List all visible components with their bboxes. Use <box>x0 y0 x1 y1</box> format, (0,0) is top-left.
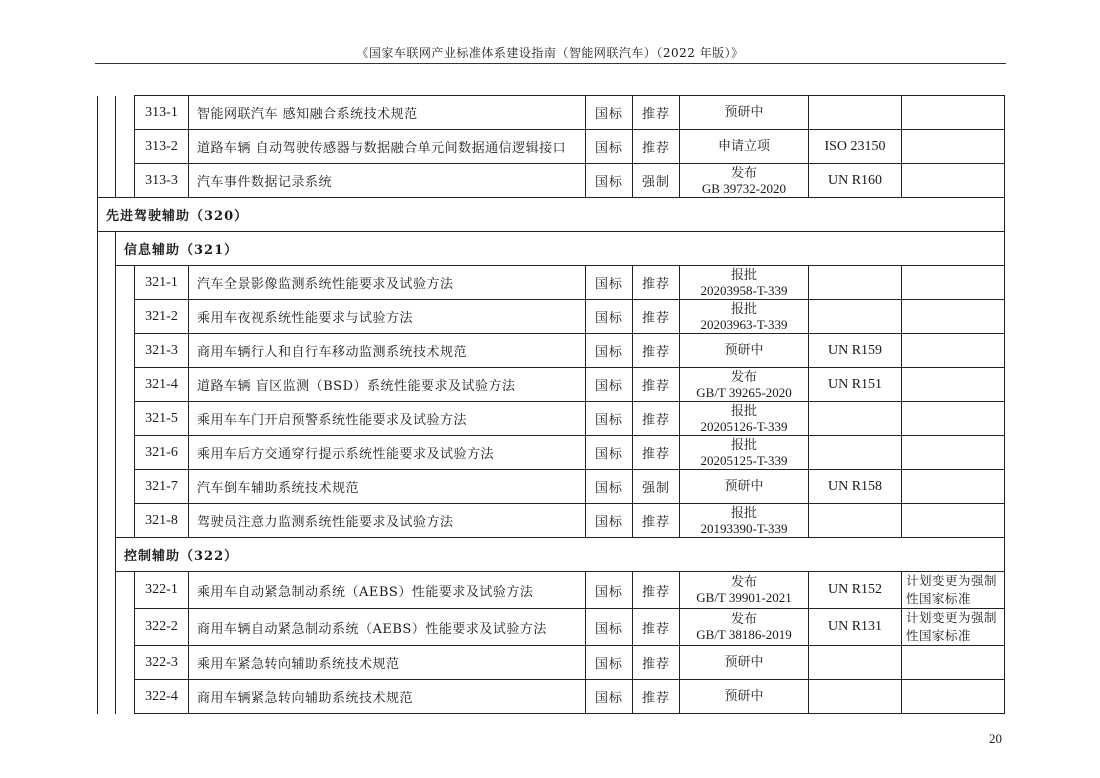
international-reference: UN R131 <box>809 609 902 646</box>
status-text: 预研中 <box>724 479 764 494</box>
international-reference <box>809 436 902 470</box>
international-reference: UN R160 <box>809 164 902 198</box>
table-row <box>98 609 1005 646</box>
standard-status <box>680 470 809 504</box>
indent-gutter <box>116 572 135 609</box>
remark: 计划变更为强制性国家标准 <box>902 572 1005 609</box>
status-text: 发布 <box>730 612 757 627</box>
status-text: 报批 <box>730 437 757 453</box>
table-row <box>98 368 1005 402</box>
indent-gutter <box>98 470 116 504</box>
indent-gutter <box>116 680 135 714</box>
standard-status <box>680 680 809 714</box>
standard-type: 推荐 <box>633 402 680 436</box>
standard-status <box>680 266 809 300</box>
standard-name: 乘用车夜视系统性能要求与试验方法 <box>189 300 586 334</box>
standard-category: 国标 <box>586 402 633 436</box>
remark <box>902 164 1005 198</box>
international-reference <box>809 646 902 680</box>
standard-number: 20205125-T-339 <box>700 452 788 468</box>
indent-gutter <box>98 504 116 538</box>
standard-category: 国标 <box>586 470 633 504</box>
standard-category: 国标 <box>586 164 633 198</box>
status-text: 预研中 <box>724 655 764 670</box>
standard-status <box>680 609 809 646</box>
indent-gutter <box>116 334 135 368</box>
table-row <box>98 334 1005 368</box>
remark <box>902 266 1005 300</box>
status-text: 发布 <box>730 575 757 590</box>
remark <box>902 96 1005 130</box>
table-row <box>98 96 1005 130</box>
standard-code: 313-3 <box>135 164 189 198</box>
subsection-heading: 信息辅助（321） <box>116 232 1005 266</box>
international-reference: UN R158 <box>809 470 902 504</box>
standard-category: 国标 <box>586 300 633 334</box>
standard-code: 322-4 <box>135 680 189 714</box>
indent-gutter <box>98 266 116 300</box>
standard-type: 推荐 <box>633 334 680 368</box>
standard-number: 20205126-T-339 <box>700 418 788 434</box>
indent-gutter <box>98 646 116 680</box>
table-row <box>98 504 1005 538</box>
indent-gutter <box>98 538 116 572</box>
standard-code: 321-3 <box>135 334 189 368</box>
indent-gutter <box>98 300 116 334</box>
indent-gutter <box>116 646 135 680</box>
indent-gutter <box>116 504 135 538</box>
standard-number: GB 39732-2020 <box>701 180 787 196</box>
standard-code: 321-1 <box>135 266 189 300</box>
subsection-row <box>98 538 1005 572</box>
indent-gutter <box>98 130 116 164</box>
standard-type: 推荐 <box>633 436 680 470</box>
table-row <box>98 402 1005 436</box>
table-row <box>98 164 1005 198</box>
status-text: 发布 <box>730 165 757 181</box>
standard-status <box>680 646 809 680</box>
standard-name: 汽车全景影像监测系统性能要求及试验方法 <box>189 266 586 300</box>
standard-status <box>680 436 809 470</box>
standard-name: 商用车辆行人和自行车移动监测系统技术规范 <box>189 334 586 368</box>
status-text: 预研中 <box>724 105 764 120</box>
status-text: 申请立项 <box>717 139 770 154</box>
standard-code: 321-4 <box>135 368 189 402</box>
standard-name: 汽车倒车辅助系统技术规范 <box>189 470 586 504</box>
indent-gutter <box>116 470 135 504</box>
standard-name: 汽车事件数据记录系统 <box>189 164 586 198</box>
standard-category: 国标 <box>586 130 633 164</box>
status-text: 报批 <box>730 301 757 317</box>
section-heading: 先进驾驶辅助（320） <box>98 198 1005 232</box>
status-text: 报批 <box>730 403 757 419</box>
indent-gutter <box>98 164 116 198</box>
table-row <box>98 680 1005 714</box>
remark <box>902 470 1005 504</box>
standard-status <box>680 96 809 130</box>
status-text: 发布 <box>730 369 757 385</box>
standard-code: 321-8 <box>135 504 189 538</box>
standard-number: GB/T 39265-2020 <box>696 384 792 400</box>
standard-status <box>680 402 809 436</box>
standard-type: 推荐 <box>633 266 680 300</box>
standards-table <box>97 95 1005 714</box>
indent-gutter <box>116 402 135 436</box>
standard-type: 强制 <box>633 164 680 198</box>
indent-gutter <box>98 232 116 266</box>
standard-category: 国标 <box>586 334 633 368</box>
standard-type: 推荐 <box>633 96 680 130</box>
standard-name: 道路车辆 自动驾驶传感器与数据融合单元间数据通信逻辑接口 <box>189 130 586 164</box>
indent-gutter <box>116 300 135 334</box>
standard-number: 20193390-T-339 <box>700 520 788 536</box>
standard-type: 推荐 <box>633 609 680 646</box>
remark <box>902 504 1005 538</box>
indent-gutter <box>98 402 116 436</box>
standard-status <box>680 368 809 402</box>
table-row <box>98 470 1005 504</box>
standard-name: 驾驶员注意力监测系统性能要求及试验方法 <box>189 504 586 538</box>
international-reference: UN R152 <box>809 572 902 609</box>
remark <box>902 680 1005 714</box>
standard-type: 推荐 <box>633 572 680 609</box>
standard-code: 321-6 <box>135 436 189 470</box>
header-divider <box>95 63 1006 64</box>
standard-number: 20203963-T-339 <box>700 316 788 332</box>
indent-gutter <box>98 96 116 130</box>
standard-category: 国标 <box>586 368 633 402</box>
remark <box>902 130 1005 164</box>
page-header: 《国家车联网产业标准体系建设指南（智能网联汽车）（2022 年版）》 <box>356 46 744 60</box>
indent-gutter <box>98 680 116 714</box>
remark <box>902 300 1005 334</box>
standard-name: 道路车辆 盲区监测（BSD）系统性能要求及试验方法 <box>189 368 586 402</box>
standard-name: 商用车辆自动紧急制动系统（AEBS）性能要求及试验方法 <box>189 609 586 646</box>
standard-status <box>680 334 809 368</box>
international-reference <box>809 402 902 436</box>
subsection-heading: 控制辅助（322） <box>116 538 1005 572</box>
standard-name: 乘用车紧急转向辅助系统技术规范 <box>189 646 586 680</box>
standard-name: 乘用车车门开启预警系统性能要求及试验方法 <box>189 402 586 436</box>
table-row <box>98 266 1005 300</box>
remark <box>902 334 1005 368</box>
international-reference <box>809 300 902 334</box>
standard-code: 322-3 <box>135 646 189 680</box>
subsection-row <box>98 232 1005 266</box>
international-reference: ISO 23150 <box>809 130 902 164</box>
standard-number: 20203958-T-339 <box>700 282 788 298</box>
remark <box>902 436 1005 470</box>
remark <box>902 368 1005 402</box>
standard-type: 推荐 <box>633 300 680 334</box>
standard-name: 乘用车后方交通穿行提示系统性能要求及试验方法 <box>189 436 586 470</box>
standard-code: 313-2 <box>135 130 189 164</box>
international-reference <box>809 96 902 130</box>
remark <box>902 646 1005 680</box>
remark <box>902 402 1005 436</box>
table-row <box>98 300 1005 334</box>
indent-gutter <box>116 266 135 300</box>
standard-name: 商用车辆紧急转向辅助系统技术规范 <box>189 680 586 714</box>
indent-gutter <box>98 572 116 609</box>
standard-category: 国标 <box>586 609 633 646</box>
standard-status <box>680 572 809 609</box>
page-number: 20 <box>989 731 1002 746</box>
standard-code: 321-7 <box>135 470 189 504</box>
standard-code: 313-1 <box>135 96 189 130</box>
standard-status <box>680 130 809 164</box>
status-text: 报批 <box>730 505 757 521</box>
standard-category: 国标 <box>586 572 633 609</box>
standard-status <box>680 164 809 198</box>
indent-gutter <box>116 368 135 402</box>
status-text: 报批 <box>730 267 757 283</box>
standard-type: 强制 <box>633 470 680 504</box>
standard-type: 推荐 <box>633 130 680 164</box>
indent-gutter <box>98 609 116 646</box>
status-text: 预研中 <box>724 689 764 704</box>
indent-gutter <box>98 368 116 402</box>
standard-status <box>680 300 809 334</box>
standard-number: GB/T 39901-2021 <box>696 590 792 605</box>
standard-code: 321-2 <box>135 300 189 334</box>
international-reference: UN R159 <box>809 334 902 368</box>
standard-name: 智能网联汽车 感知融合系统技术规范 <box>189 96 586 130</box>
remark: 计划变更为强制性国家标准 <box>902 609 1005 646</box>
international-reference <box>809 504 902 538</box>
standard-type: 推荐 <box>633 368 680 402</box>
indent-gutter <box>98 436 116 470</box>
standard-code: 321-5 <box>135 402 189 436</box>
standard-category: 国标 <box>586 266 633 300</box>
indent-gutter <box>116 96 135 130</box>
standard-code: 322-2 <box>135 609 189 646</box>
table-row <box>98 572 1005 609</box>
indent-gutter <box>116 130 135 164</box>
table-row <box>98 130 1005 164</box>
international-reference <box>809 680 902 714</box>
standard-number: GB/T 38186-2019 <box>696 627 792 642</box>
standard-type: 推荐 <box>633 680 680 714</box>
table-row <box>98 436 1005 470</box>
indent-gutter <box>116 164 135 198</box>
indent-gutter <box>116 436 135 470</box>
standard-type: 推荐 <box>633 504 680 538</box>
international-reference <box>809 266 902 300</box>
table-row <box>98 646 1005 680</box>
standard-name: 乘用车自动紧急制动系统（AEBS）性能要求及试验方法 <box>189 572 586 609</box>
standard-code: 322-1 <box>135 572 189 609</box>
status-text: 预研中 <box>724 343 764 358</box>
international-reference: UN R151 <box>809 368 902 402</box>
indent-gutter <box>116 609 135 646</box>
standard-category: 国标 <box>586 504 633 538</box>
standard-category: 国标 <box>586 96 633 130</box>
standard-category: 国标 <box>586 646 633 680</box>
indent-gutter <box>98 334 116 368</box>
standard-category: 国标 <box>586 436 633 470</box>
standard-type: 推荐 <box>633 646 680 680</box>
standard-status <box>680 504 809 538</box>
standard-category: 国标 <box>586 680 633 714</box>
section-row <box>98 198 1005 232</box>
